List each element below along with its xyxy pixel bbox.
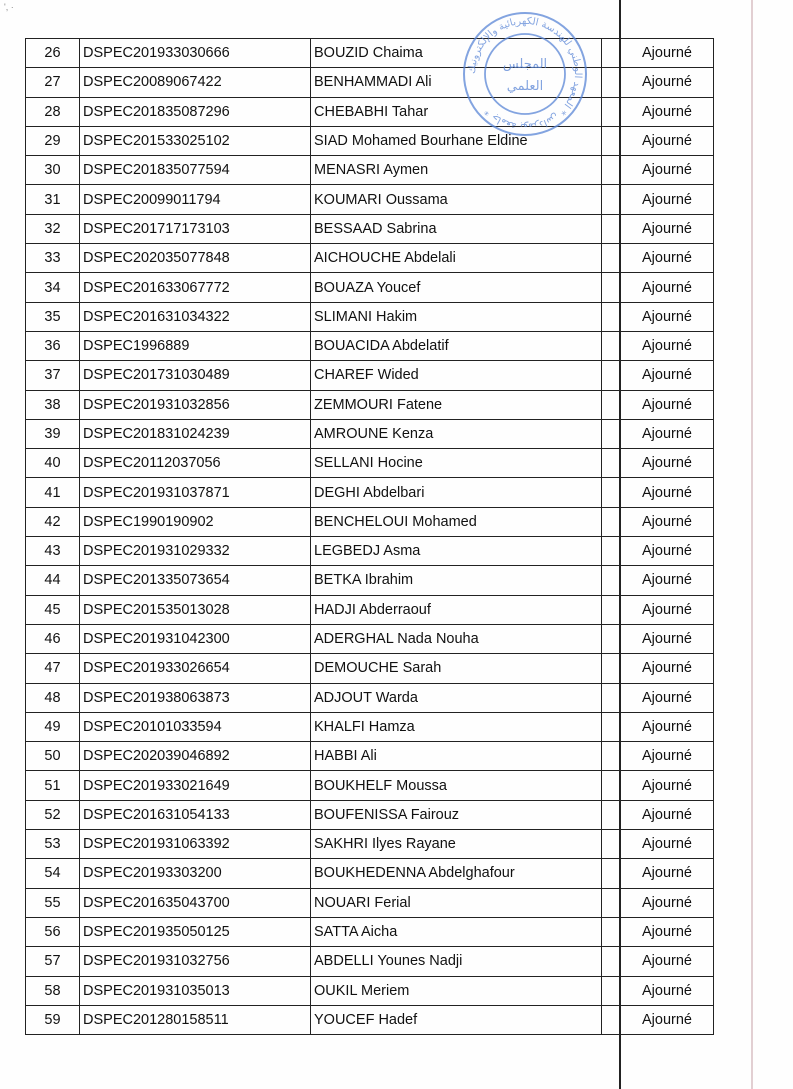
decision-status-cell: Ajourné	[621, 39, 714, 68]
row-number-cell: 26	[26, 39, 80, 68]
decision-status-cell: Ajourné	[621, 361, 714, 390]
empty-cell	[602, 39, 621, 68]
matricule-cell: DSPEC201931037871	[80, 478, 311, 507]
row-number-cell: 48	[26, 683, 80, 712]
table-row	[26, 185, 714, 214]
row-number-cell: 31	[26, 185, 80, 214]
empty-cell	[602, 244, 621, 273]
matricule-cell: DSPEC201533025102	[80, 126, 311, 155]
empty-cell	[602, 566, 621, 595]
row-number-cell: 57	[26, 947, 80, 976]
student-name-cell: BOUZID Chaima	[311, 39, 602, 68]
matricule-cell: DSPEC20112037056	[80, 449, 311, 478]
empty-cell	[602, 390, 621, 419]
results-table	[25, 38, 714, 1035]
row-number-cell: 29	[26, 126, 80, 155]
decision-status-cell: Ajourné	[621, 712, 714, 741]
student-name-cell: KOUMARI Oussama	[311, 185, 602, 214]
table-row	[26, 507, 714, 536]
table-row	[26, 97, 714, 126]
row-number-cell: 36	[26, 331, 80, 360]
student-name-cell: YOUCEF Hadef	[311, 1005, 602, 1034]
table-row	[26, 449, 714, 478]
stamp-center-line-2: العلمي	[506, 79, 544, 94]
matricule-cell: DSPEC1990190902	[80, 507, 311, 536]
student-name-cell: DEMOUCHE Sarah	[311, 654, 602, 683]
matricule-cell: DSPEC201938063873	[80, 683, 311, 712]
row-number-cell: 44	[26, 566, 80, 595]
decision-status-cell: Ajourné	[621, 244, 714, 273]
matricule-cell: DSPEC201835077594	[80, 156, 311, 185]
student-name-cell: SELLANI Hocine	[311, 449, 602, 478]
row-number-cell: 59	[26, 1005, 80, 1034]
table-row	[26, 917, 714, 946]
empty-cell	[602, 449, 621, 478]
matricule-cell: DSPEC201831024239	[80, 419, 311, 448]
empty-cell	[602, 331, 621, 360]
student-name-cell: SATTA Aicha	[311, 917, 602, 946]
empty-cell	[602, 742, 621, 771]
empty-cell	[602, 68, 621, 97]
row-number-cell: 58	[26, 976, 80, 1005]
decision-status-cell: Ajourné	[621, 126, 714, 155]
decision-status-cell: Ajourné	[621, 68, 714, 97]
table-row	[26, 683, 714, 712]
table-row	[26, 947, 714, 976]
row-number-cell: 32	[26, 214, 80, 243]
row-number-cell: 55	[26, 888, 80, 917]
empty-cell	[602, 771, 621, 800]
student-name-cell: SAKHRI Ilyes Rayane	[311, 830, 602, 859]
table-row	[26, 214, 714, 243]
table-row	[26, 478, 714, 507]
student-name-cell: BESSAAD Sabrina	[311, 214, 602, 243]
decision-status-cell: Ajourné	[621, 947, 714, 976]
empty-cell	[602, 683, 621, 712]
empty-cell	[602, 712, 621, 741]
results-table-body	[26, 39, 714, 1035]
matricule-cell: DSPEC1996889	[80, 331, 311, 360]
table-row	[26, 302, 714, 331]
row-number-cell: 38	[26, 390, 80, 419]
row-number-cell: 42	[26, 507, 80, 536]
row-number-cell: 33	[26, 244, 80, 273]
empty-cell	[602, 419, 621, 448]
empty-cell	[602, 478, 621, 507]
student-name-cell: DEGHI Abdelbari	[311, 478, 602, 507]
matricule-cell: DSPEC20089067422	[80, 68, 311, 97]
row-number-cell: 40	[26, 449, 80, 478]
row-number-cell: 28	[26, 97, 80, 126]
table-row	[26, 273, 714, 302]
matricule-cell: DSPEC201931029332	[80, 537, 311, 566]
table-row	[26, 1005, 714, 1034]
student-name-cell: BOUACIDA Abdelatif	[311, 331, 602, 360]
decision-status-cell: Ajourné	[621, 859, 714, 888]
decision-status-cell: Ajourné	[621, 331, 714, 360]
decision-status-cell: Ajourné	[621, 302, 714, 331]
matricule-cell: DSPEC201933026654	[80, 654, 311, 683]
student-name-cell: OUKIL Meriem	[311, 976, 602, 1005]
decision-status-cell: Ajourné	[621, 917, 714, 946]
matricule-cell: DSPEC201931063392	[80, 830, 311, 859]
empty-cell	[602, 507, 621, 536]
table-row	[26, 39, 714, 68]
decision-status-cell: Ajourné	[621, 185, 714, 214]
matricule-cell: DSPEC201280158511	[80, 1005, 311, 1034]
table-row	[26, 68, 714, 97]
matricule-cell: DSPEC202039046892	[80, 742, 311, 771]
empty-cell	[602, 800, 621, 829]
table-row	[26, 859, 714, 888]
student-name-cell: AMROUNE Kenza	[311, 419, 602, 448]
empty-cell	[602, 1005, 621, 1034]
table-row	[26, 566, 714, 595]
decision-status-cell: Ajourné	[621, 449, 714, 478]
student-name-cell: BOUKHEDENNA Abdelghafour	[311, 859, 602, 888]
empty-cell	[602, 624, 621, 653]
matricule-cell: DSPEC201935050125	[80, 917, 311, 946]
empty-cell	[602, 214, 621, 243]
table-row	[26, 976, 714, 1005]
matricule-cell: DSPEC201835087296	[80, 97, 311, 126]
student-name-cell: MENASRI Aymen	[311, 156, 602, 185]
decision-status-cell: Ajourné	[621, 624, 714, 653]
matricule-cell: DSPEC201931035013	[80, 976, 311, 1005]
matricule-cell: DSPEC201535013028	[80, 595, 311, 624]
row-number-cell: 37	[26, 361, 80, 390]
empty-cell	[602, 654, 621, 683]
decision-status-cell: Ajourné	[621, 156, 714, 185]
row-number-cell: 51	[26, 771, 80, 800]
row-number-cell: 43	[26, 537, 80, 566]
table-row	[26, 537, 714, 566]
decision-status-cell: Ajourné	[621, 419, 714, 448]
student-name-cell: BENHAMMADI Ali	[311, 68, 602, 97]
row-number-cell: 46	[26, 624, 80, 653]
student-name-cell: BENCHELOUI Mohamed	[311, 507, 602, 536]
matricule-cell: DSPEC202035077848	[80, 244, 311, 273]
row-number-cell: 34	[26, 273, 80, 302]
table-row	[26, 595, 714, 624]
matricule-cell: DSPEC201635043700	[80, 888, 311, 917]
table-row	[26, 830, 714, 859]
student-name-cell: CHEBABHI Tahar	[311, 97, 602, 126]
decision-status-cell: Ajourné	[621, 742, 714, 771]
decision-status-cell: Ajourné	[621, 478, 714, 507]
empty-cell	[602, 126, 621, 155]
decision-status-cell: Ajourné	[621, 214, 714, 243]
student-name-cell: HADJI Abderraouf	[311, 595, 602, 624]
student-name-cell: ZEMMOURI Fatene	[311, 390, 602, 419]
row-number-cell: 35	[26, 302, 80, 331]
student-name-cell: BOUAZA Youcef	[311, 273, 602, 302]
empty-cell	[602, 917, 621, 946]
student-name-cell: KHALFI Hamza	[311, 712, 602, 741]
student-name-cell: LEGBEDJ Asma	[311, 537, 602, 566]
matricule-cell: DSPEC201717173103	[80, 214, 311, 243]
row-number-cell: 50	[26, 742, 80, 771]
matricule-cell: DSPEC201335073654	[80, 566, 311, 595]
matricule-cell: DSPEC20193303200	[80, 859, 311, 888]
empty-cell	[602, 302, 621, 331]
matricule-cell: DSPEC201631034322	[80, 302, 311, 331]
empty-cell	[602, 537, 621, 566]
student-name-cell: BETKA Ibrahim	[311, 566, 602, 595]
stamp-outer-text: جامعة بومرداس * المعهد الوطني للهندسة الكهربائية والإلكترونيك *	[466, 15, 584, 133]
table-row	[26, 390, 714, 419]
student-name-cell: ABDELLI Younes Nadji	[311, 947, 602, 976]
decision-status-cell: Ajourné	[621, 390, 714, 419]
decision-status-cell: Ajourné	[621, 976, 714, 1005]
table-row	[26, 126, 714, 155]
decision-status-cell: Ajourné	[621, 830, 714, 859]
empty-cell	[602, 830, 621, 859]
matricule-cell: DSPEC201631054133	[80, 800, 311, 829]
table-row	[26, 654, 714, 683]
table-row	[26, 244, 714, 273]
decision-status-cell: Ajourné	[621, 683, 714, 712]
decision-status-cell: Ajourné	[621, 888, 714, 917]
table-row	[26, 771, 714, 800]
table-row	[26, 800, 714, 829]
student-name-cell: CHAREF Wided	[311, 361, 602, 390]
page-edge-shadow	[751, 0, 753, 1089]
matricule-cell: DSPEC201931032756	[80, 947, 311, 976]
decision-status-cell: Ajourné	[621, 654, 714, 683]
student-name-cell: BOUKHELF Moussa	[311, 771, 602, 800]
empty-cell	[602, 361, 621, 390]
student-name-cell: SLIMANI Hakim	[311, 302, 602, 331]
decision-status-cell: Ajourné	[621, 537, 714, 566]
decision-status-cell: Ajourné	[621, 1005, 714, 1034]
matricule-cell: DSPEC201633067772	[80, 273, 311, 302]
student-name-cell: HABBI Ali	[311, 742, 602, 771]
table-row	[26, 712, 714, 741]
row-number-cell: 27	[26, 68, 80, 97]
table-row	[26, 888, 714, 917]
matricule-cell: DSPEC20099011794	[80, 185, 311, 214]
row-number-cell: 56	[26, 917, 80, 946]
row-number-cell: 41	[26, 478, 80, 507]
student-name-cell: ADJOUT Warda	[311, 683, 602, 712]
table-row	[26, 742, 714, 771]
table-row	[26, 331, 714, 360]
matricule-cell: DSPEC20101033594	[80, 712, 311, 741]
decision-status-cell: Ajourné	[621, 507, 714, 536]
empty-cell	[602, 595, 621, 624]
stamp-center-line-1: المجلس	[502, 57, 548, 72]
empty-cell	[602, 97, 621, 126]
row-number-cell: 54	[26, 859, 80, 888]
row-number-cell: 39	[26, 419, 80, 448]
decision-status-cell: Ajourné	[621, 566, 714, 595]
row-number-cell: 52	[26, 800, 80, 829]
student-name-cell: BOUFENISSA Fairouz	[311, 800, 602, 829]
empty-cell	[602, 185, 621, 214]
decision-status-cell: Ajourné	[621, 595, 714, 624]
empty-cell	[602, 273, 621, 302]
matricule-cell: DSPEC201931042300	[80, 624, 311, 653]
matricule-cell: DSPEC201731030489	[80, 361, 311, 390]
row-number-cell: 53	[26, 830, 80, 859]
matricule-cell: DSPEC201931032856	[80, 390, 311, 419]
row-number-cell: 49	[26, 712, 80, 741]
matricule-cell: DSPEC201933021649	[80, 771, 311, 800]
student-name-cell: AICHOUCHE Abdelali	[311, 244, 602, 273]
empty-cell	[602, 156, 621, 185]
row-number-cell: 47	[26, 654, 80, 683]
matricule-cell: DSPEC201933030666	[80, 39, 311, 68]
decision-status-cell: Ajourné	[621, 771, 714, 800]
empty-cell	[602, 976, 621, 1005]
table-row	[26, 624, 714, 653]
student-name-cell: NOUARI Ferial	[311, 888, 602, 917]
decision-status-cell: Ajourné	[621, 273, 714, 302]
empty-cell	[602, 888, 621, 917]
row-number-cell: 30	[26, 156, 80, 185]
student-name-cell: SIAD Mohamed Bourhane Eldine	[311, 126, 602, 155]
table-row	[26, 361, 714, 390]
empty-cell	[602, 947, 621, 976]
student-name-cell: ADERGHAL Nada Nouha	[311, 624, 602, 653]
scan-artifact-mark: ', ·	[4, 2, 14, 12]
decision-status-cell: Ajourné	[621, 800, 714, 829]
decision-status-cell: Ajourné	[621, 97, 714, 126]
empty-cell	[602, 859, 621, 888]
row-number-cell: 45	[26, 595, 80, 624]
table-row	[26, 419, 714, 448]
table-row	[26, 156, 714, 185]
